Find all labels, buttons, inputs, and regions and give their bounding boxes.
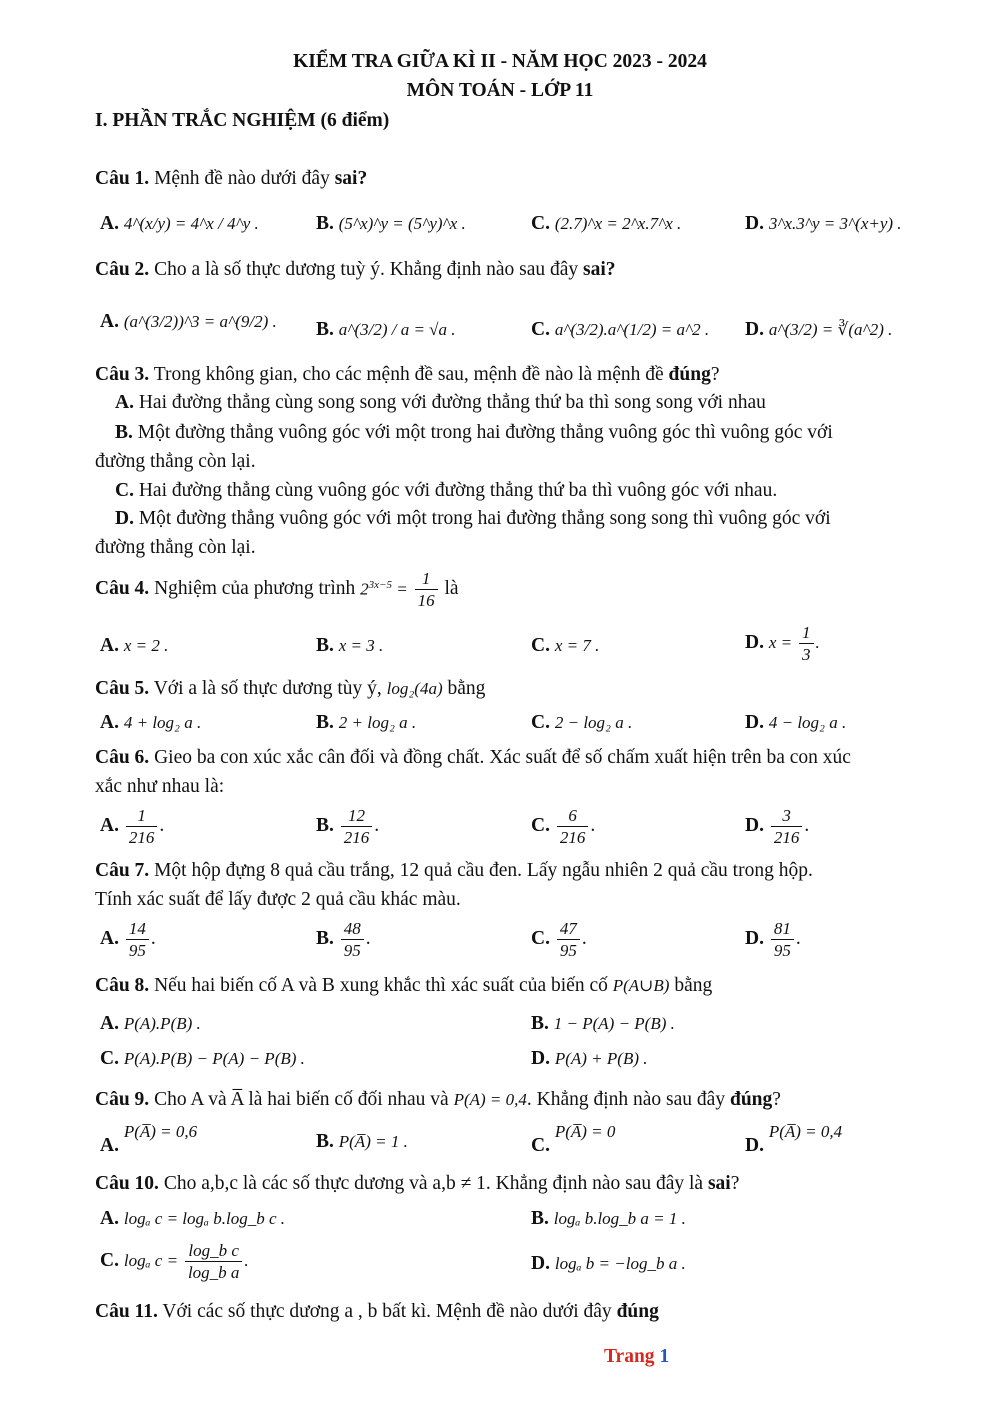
q6-option-c[interactable]: C. $\frac{6}{216}$ .: [531, 806, 596, 848]
q1-option-a[interactable]: A. 4^(x/y) = 4^x / 4^y .: [100, 213, 259, 234]
footer-page-number: 1: [659, 1346, 670, 1367]
q9-option-c[interactable]: C. P(A̅) = 0: [531, 1122, 616, 1156]
q3-option-d[interactable]: D. Một đường thẳng vuông góc với một trong hai đường thẳng song song thì vuông góc với: [115, 508, 831, 529]
q10-option-a[interactable]: A. logₐ c = logₐ b.log_b c .: [100, 1208, 286, 1229]
q4-option-a[interactable]: A. x = 2 .: [100, 635, 169, 656]
q7-option-b[interactable]: B. $\frac{48}{95}$ .: [316, 919, 371, 961]
q6-option-b[interactable]: B. $\frac{12}{216}$ .: [316, 806, 380, 848]
q7-option-d[interactable]: D. $\frac{81}{95}$ .: [745, 919, 801, 961]
q8-option-a[interactable]: A. P(A).P(B) .: [100, 1013, 201, 1034]
q3-option-c[interactable]: C. Hai đường thẳng cùng vuông góc với đường thẳng thứ ba thì vuông góc với nhau.: [115, 480, 778, 501]
footer-word: Trang: [604, 1346, 655, 1367]
question-6: Câu 6. Gieo ba con xúc xắc cân đối và đồng chất. Xác suất để số chấm xuất hiện trên ba con xúc: [95, 747, 851, 768]
question-11: Câu 11. Với các số thực dương a , b bất kì. Mệnh đề nào dưới đây đúng: [95, 1301, 659, 1322]
q10-option-d[interactable]: D. logₐ b = −log_b a .: [531, 1253, 686, 1274]
q1-option-b[interactable]: B. (5^x)^y = (5^y)^x .: [316, 213, 466, 234]
q5-option-d[interactable]: D. 4 − log₂ a .: [745, 712, 847, 733]
q8-option-b[interactable]: B. 1 − P(A) − P(B) .: [531, 1013, 675, 1034]
exam-title: KIỂM TRA GIỮA KÌ II - NĂM HỌC 2023 - 2024: [293, 51, 707, 72]
q8-option-d[interactable]: D. P(A) + P(B) .: [531, 1048, 648, 1069]
q9-option-d[interactable]: D. P(A̅) = 0,4: [745, 1122, 843, 1156]
q7-option-a[interactable]: A. $\frac{14}{95}$ .: [100, 919, 156, 961]
question-10: Câu 10. Cho a,b,c là các số thực dương và a,b ≠ 1. Khẳng định nào sau đây là sai?: [95, 1173, 740, 1194]
q5-option-b[interactable]: B. 2 + log₂ a .: [316, 712, 417, 733]
q1-option-c[interactable]: C. (2.7)^x = 2^x.7^x .: [531, 213, 682, 234]
question-7: Câu 7. Một hộp đựng 8 quả cầu trắng, 12 quả cầu đen. Lấy ngẫu nhiên 2 quả cầu trong hộp.: [95, 860, 813, 881]
q2-option-b[interactable]: B. a^(3/2) / a = √a .: [316, 319, 456, 340]
question-8: Câu 8. Nếu hai biến cố A và B xung khắc thì xác suất của biến cố P(A∪B) bằng: [95, 975, 713, 996]
q2-option-a[interactable]: A. (a^(3/2))^3 = a^(9/2) .: [100, 311, 277, 332]
q6-option-d[interactable]: D. $\frac{3}{216}$ .: [745, 806, 810, 848]
question-2: Câu 2. Cho a là số thực dương tuỳ ý. Khẳng định nào sau đây sai?: [95, 259, 616, 280]
exam-subject: MÔN TOÁN - LỚP 11: [406, 80, 594, 101]
q4-option-c[interactable]: C. x = 7 .: [531, 635, 600, 656]
q9-option-b[interactable]: B. P(A̅) = 1 .: [316, 1131, 408, 1152]
q9-option-a[interactable]: A. P(A̅) = 0,6: [100, 1122, 198, 1156]
q4-option-d[interactable]: D. x = $\frac{1}{3}$ .: [745, 623, 820, 665]
q2-option-c[interactable]: C. a^(3/2).a^(1/2) = a^2 .: [531, 319, 710, 340]
question-6-continued: xắc như nhau là:: [95, 776, 225, 797]
question-9: Câu 9. Cho A và A̅ là hai biến cố đối nhau và P(A) = 0,4. Khẳng định nào sau đây đúng?: [95, 1089, 781, 1110]
q6-option-a[interactable]: A. $\frac{1}{216}$ .: [100, 806, 165, 848]
q7-option-c[interactable]: C. $\frac{47}{95}$ .: [531, 919, 587, 961]
q10-option-b[interactable]: B. logₐ b.log_b a = 1 .: [531, 1208, 686, 1229]
question-5: Câu 5. Với a là số thực dương tùy ý, log₂(4a) bằng: [95, 678, 486, 699]
q5-option-c[interactable]: C. 2 − log₂ a .: [531, 712, 633, 733]
question-4: Câu 4. Nghiệm của phương trình $2^{3x-5}$ = $\frac{1}{16}$ là: [95, 569, 459, 611]
q10-option-c[interactable]: C. logₐ c = $\frac{\text{log\_b c}}{\text{log\_b a}}$ .: [100, 1241, 249, 1283]
q3-option-a[interactable]: A. Hai đường thẳng cùng song song với đường thẳng thứ ba thì song song với nhau: [115, 392, 766, 413]
question-3: Câu 3. Trong không gian, cho các mệnh đề sau, mệnh đề nào là mệnh đề đúng?: [95, 364, 720, 385]
q4-option-b[interactable]: B. x = 3 .: [316, 635, 384, 656]
q5-option-a[interactable]: A. 4 + log₂ a .: [100, 712, 202, 733]
q3-option-b-continued: đường thẳng còn lại.: [95, 451, 256, 472]
section-heading: I. PHẦN TRẮC NGHIỆM (6 điểm): [95, 110, 390, 131]
question-7-continued: Tính xác suất để lấy được 2 quả cầu khác màu.: [95, 889, 461, 910]
q1-option-d[interactable]: D. 3^x.3^y = 3^(x+y) .: [745, 213, 902, 234]
q2-option-d[interactable]: D. a^(3/2) = ∛(a^2) .: [745, 319, 893, 340]
page-footer: [604, 1345, 669, 1368]
q3-option-d-continued: đường thẳng còn lại.: [95, 537, 256, 558]
question-1: Câu 1. Mệnh đề nào dưới đây sai?: [95, 168, 368, 189]
q8-option-c[interactable]: C. P(A).P(B) − P(A) − P(B) .: [100, 1048, 305, 1069]
q3-option-b[interactable]: B. Một đường thẳng vuông góc với một trong hai đường thẳng vuông góc thì vuông góc với: [115, 422, 833, 443]
